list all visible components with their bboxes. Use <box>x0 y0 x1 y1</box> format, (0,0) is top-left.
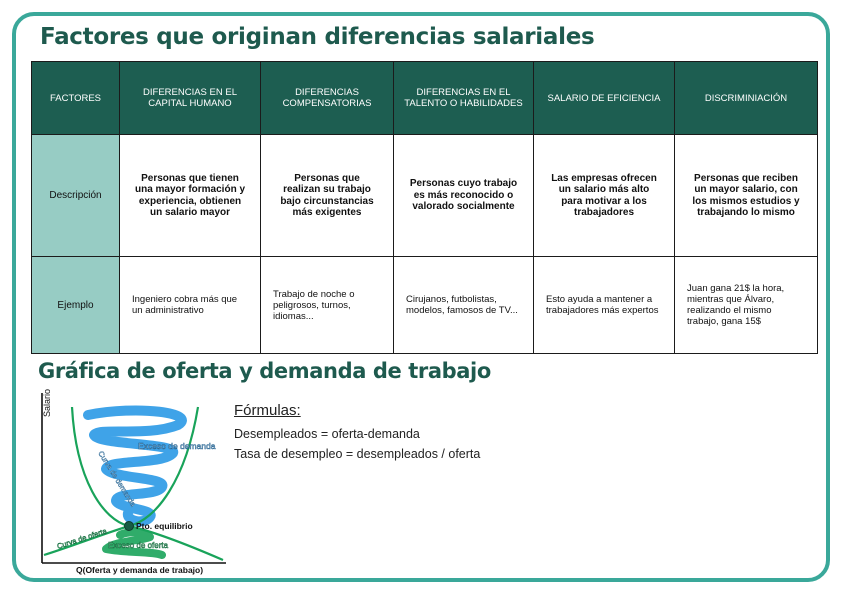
table-header: DIFERENCIAS EN EL TALENTO O HABILIDADES <box>394 62 534 135</box>
table-header: DIFERENCIAS EN EL CAPITAL HUMANO <box>120 62 261 135</box>
table-cell: Personas cuyo trabajo es más reconocido o valorado socialmente <box>394 135 534 257</box>
table-header: DISCRIMINIACIÓN <box>675 62 818 135</box>
row-label: Ejemplo <box>32 257 120 354</box>
table-cell: Ingeniero cobra más que un administrativo <box>120 257 261 354</box>
x-axis-label: Q(Oferta y demanda de trabajo) <box>76 565 204 575</box>
page-title: Factores que originan diferencias salariales <box>40 24 595 50</box>
table-header-row <box>32 62 818 135</box>
table-header: FACTORES <box>32 62 120 135</box>
table-cell: Cirujanos, futbolistas, modelos, famosos de TV... <box>394 257 534 354</box>
table-cell: Juan gana 21$ la hora, mientras que Álvaro, realizando el mismo trabajo, gana 15$ <box>675 257 818 354</box>
formula-line: Tasa de desempleo = desempleados / oferta <box>234 447 481 461</box>
excess-demand-label: Exceso de demanda <box>138 441 216 451</box>
table-cell: Esto ayuda a mantener a trabajadores más expertos <box>534 257 675 354</box>
demand-curve-label: Curva de demanda <box>96 449 138 509</box>
formula-line: Desempleados = oferta-demanda <box>234 427 420 441</box>
table-header: SALARIO DE EFICIENCIA <box>534 62 675 135</box>
formulas-heading: Fórmulas: <box>234 402 301 419</box>
excess-supply-label: Exceso de oferta <box>108 541 169 550</box>
table-cell: Personas que tienen una mayor formación y experiencia, obtienen un salario mayor <box>120 135 261 257</box>
table-cell: Trabajo de noche o peligrosos, turnos, idiomas... <box>261 257 394 354</box>
graph-title: Gráfica de oferta y demanda de trabajo <box>38 359 491 383</box>
formulas-block <box>234 402 480 464</box>
factors-table <box>31 61 818 354</box>
equilibrium-point <box>125 522 134 531</box>
table-row-descripcion <box>32 135 818 257</box>
table-header: DIFERENCIAS COMPENSATORIAS <box>261 62 394 135</box>
table-cell: Las empresas ofrecen un salario más alto para motivar a los trabajadores <box>534 135 675 257</box>
y-axis-label: Salario <box>42 388 52 417</box>
row-label: Descripción <box>32 135 120 257</box>
table-cell: Personas que realizan su trabajo bajo circunstancias más exigentes <box>261 135 394 257</box>
table-row-ejemplo <box>32 257 818 354</box>
supply-demand-graph <box>28 385 233 580</box>
supply-curve-label: Curva de oferta <box>55 526 108 551</box>
table-cell: Personas que reciben un mayor salario, con los mismos estudios y trabajando lo mismo <box>675 135 818 257</box>
equilibrium-label: Pto. equilibrio <box>136 521 193 531</box>
